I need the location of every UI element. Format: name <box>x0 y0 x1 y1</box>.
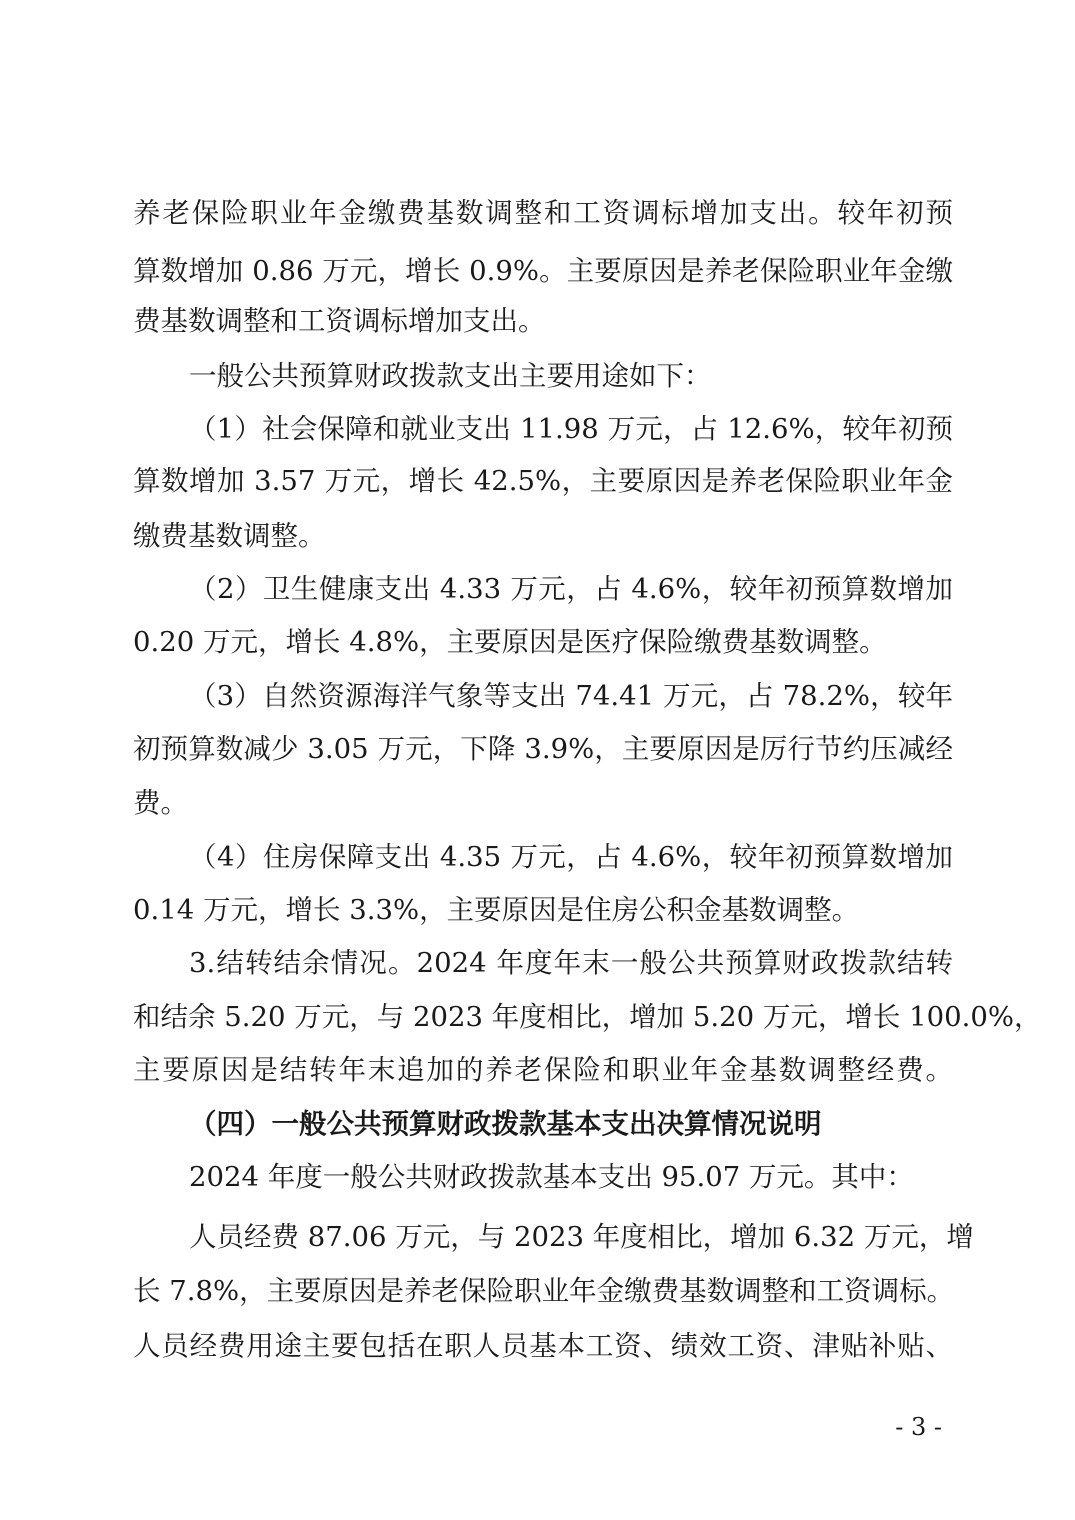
text-line: （1）社会保障和就业支出 11.98 万元，占 12.6%，较年初预 <box>189 413 953 445</box>
text-line: 缴费基数调整。 <box>133 520 326 552</box>
section-heading: （四）一般公共预算财政拨款基本支出决算情况说明 <box>189 1108 822 1140</box>
text-line: 0.14 万元，增长 3.3%，主要原因是住房公积金基数调整。 <box>133 894 860 926</box>
text-line: 3.结转结余情况。2024 年度年末一般公共预算财政拨款结转 <box>189 947 953 979</box>
text-line: （4）住房保障支出 4.35 万元，占 4.6%，较年初预算数增加 <box>189 841 953 873</box>
text-line: （2）卫生健康支出 4.33 万元，占 4.6%，较年初预算数增加 <box>189 573 953 605</box>
text-line: 0.20 万元，增长 4.8%，主要原因是医疗保险缴费基数调整。 <box>133 626 887 658</box>
text-line: 算数增加 0.86 万元，增长 0.9%。主要原因是养老保险职业年金缴 <box>133 255 953 287</box>
text-line: 人员经费 87.06 万元，与 2023 年度相比，增加 6.32 万元，增 <box>189 1221 974 1253</box>
text-line: 养老保险职业年金缴费基数调整和工资调标增加支出。较年初预 <box>133 197 953 229</box>
text-line: 一般公共预算财政拨款支出主要用途如下： <box>189 360 712 392</box>
text-line: 算数增加 3.57 万元，增长 42.5%，主要原因是养老保险职业年金 <box>133 465 953 497</box>
text-line: 费基数调整和工资调标增加支出。 <box>133 305 546 337</box>
text-line: （3）自然资源海洋气象等支出 74.41 万元，占 78.2%，较年 <box>189 680 953 712</box>
text-line: 费。 <box>133 787 188 819</box>
text-line: 和结余 5.20 万元，与 2023 年度相比，增加 5.20 万元，增长 100.0%， <box>133 1001 1042 1033</box>
text-line: 初预算数减少 3.05 万元，下降 3.9%，主要原因是厉行节约压减经 <box>133 733 953 765</box>
text-line: 人员经费用途主要包括在职人员基本工资、绩效工资、津贴补贴、 <box>133 1330 953 1362</box>
text-line: 主要原因是结转年末追加的养老保险和职业年金基数调整经费。 <box>133 1054 953 1086</box>
page-number: - 3 - <box>895 1413 942 1441</box>
text-line: 长 7.8%，主要原因是养老保险职业年金缴费基数调整和工资调标。 <box>133 1275 955 1307</box>
text-line: 2024 年度一般公共财政拨款基本支出 95.07 万元。其中： <box>189 1161 914 1193</box>
